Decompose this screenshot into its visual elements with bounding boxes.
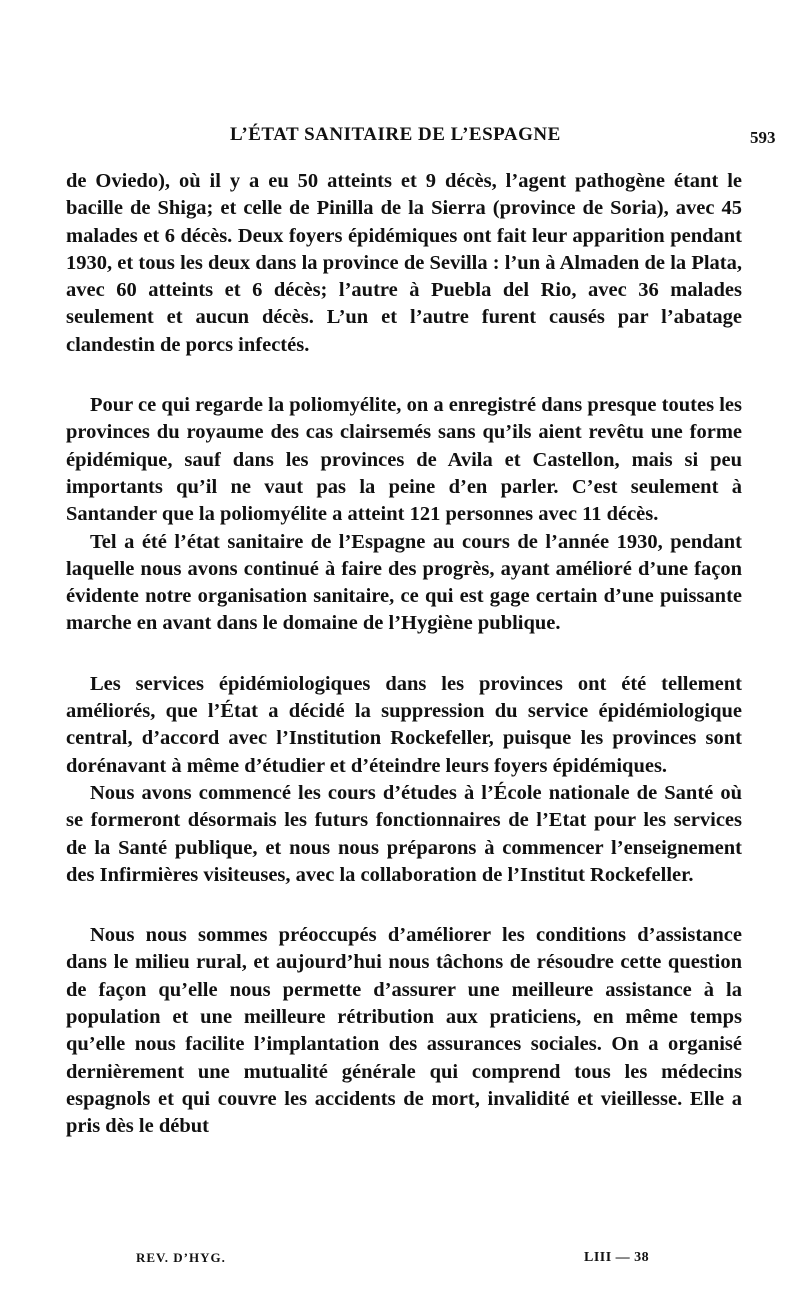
paragraph-poliomyelitis: Pour ce qui regarde la poliomyélite, on a enregistré dans presque toutes les provinces du royaume des cas clairsemés sans qu’ils aient revêtu une forme épidémique, sauf dans les provinces de Avila et Castellon, mais si peu importants qu’il ne vaut pas la peine d’en parler. C’est seulement à Santander que la poliomyélite a atteint 121 personnes avec 11 décès. bbox=[66, 394, 742, 526]
footer-signature: LIII — 38 bbox=[584, 1250, 650, 1265]
paragraph-national-school: Nous avons commencé les cours d’études à l’École nationale de Santé où se formeront désormais les futurs fonctionnaires de l’Etat pour les services de la Santé publique, et nous nous préparons à commencer l’enseignement des Infirmières visiteuses, avec la collaboration de l’Institut Rockefeller. bbox=[66, 781, 742, 886]
footer-journal: REV. D’HYG. bbox=[136, 1250, 226, 1265]
paragraph-epidemiological-services: Les services épidémiologiques dans les provinces ont été tellement améliorés, que l’État a décidé la suppression du service épidémiologique central, d’accord avec l’Institution Rockefeller, puisque les provinces sont dorénavant à même d’étudier et d’éteindre leurs foyers épidémiques. bbox=[66, 672, 742, 777]
page-number: 593 bbox=[750, 128, 776, 147]
paragraph-continuation: de Oviedo), où il y a eu 50 atteints et 9 décès, l’agent pathogène étant le bacille de Shiga; et celle de Pinilla de la Sierra (province de Soria), avec 45 malades et 6 décès. Deux foyers épidémiques ont fait leur apparition pendant 1930, et tous les deux dans la province de Sevilla : l’un à Almaden de la Plata, avec 60 atteints et 6 décès; l’autre à Puebla del Rio, avec 36 malades seulement et aucun décès. L’un et l’autre furent causés par l’abatage clandestin de porcs infectés. bbox=[66, 170, 742, 356]
paragraph-summary-1930: Tel a été l’état sanitaire de l’Espagne au cours de l’année 1930, pendant laquelle nous avons continué à faire des progrès, ayant amélioré d’une façon évidente notre organisation sanitaire, ce qui est gage certain d’une puissante marche en avant dans le domaine de l’Hygiène publique. bbox=[66, 530, 742, 635]
paragraph-rural-assistance: Nous nous sommes préoccupés d’améliorer les conditions d’assistance dans le milieu rural, et aujourd’hui nous tâchons de résoudre cette question de façon qu’elle nous permette d’assurer une meilleure assistance à la population et une meilleure rétribution aux praticiens, en même temps qu’elle nous facilite l’implantation des assurances sociales. On a organisé dernièrement une mutualité générale qui comprend tous les médecins espagnols et qui couvre les accidents de mort, invalidité et vieillesse. Elle a pris dès le début bbox=[66, 924, 742, 1138]
body-text bbox=[66, 168, 742, 1141]
running-title: L’ÉTAT SANITAIRE DE L’ESPAGNE bbox=[230, 124, 561, 145]
